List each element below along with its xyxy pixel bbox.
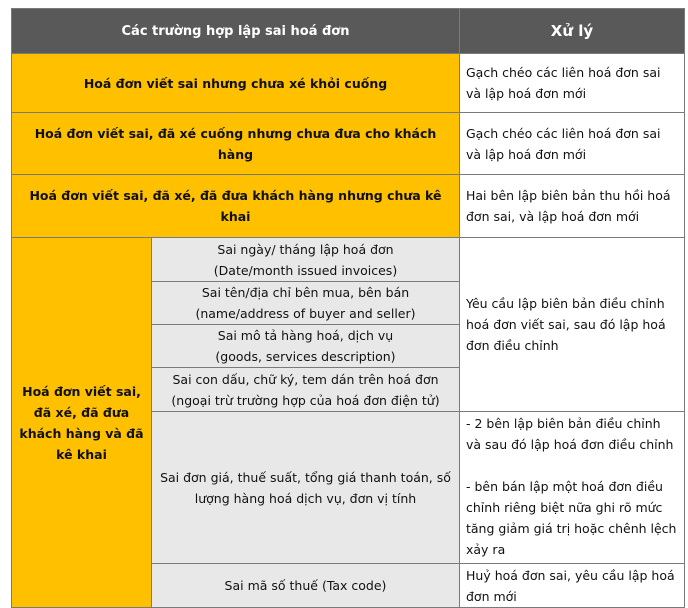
table-row <box>12 54 685 113</box>
sub-case-cell: Sai tên/địa chỉ bên mua, bên bán (name/address of buyer and seller) <box>152 282 460 325</box>
case-cell: Hoá đơn viết sai, đã xé, đã đưa khách hàng nhưng chưa kê khai <box>12 175 460 238</box>
case-cell: Hoá đơn viết sai nhưng chưa xé khỏi cuống <box>12 54 460 113</box>
handling-cell: Huỷ hoá đơn sai, yêu cầu lập hoá đơn mới <box>460 564 685 608</box>
sub-case-cell: Sai mô tả hàng hoá, dịch vụ (goods, services description) <box>152 325 460 368</box>
invoice-error-table <box>11 8 685 608</box>
group-case-cell: Hoá đơn viết sai, đã xé, đã đưa khách hàng và đã kê khai <box>12 238 152 608</box>
header-handling: Xử lý <box>460 9 685 54</box>
sub-case-cell: Sai đơn giá, thuế suất, tổng giá thanh toán, số lượng hàng hoá dịch vụ, đơn vị tính <box>152 412 460 564</box>
header-cases: Các trường hợp lập sai hoá đơn <box>12 9 460 54</box>
sub-case-cell: Sai con dấu, chữ ký, tem dán trên hoá đơn (ngoại trừ trường hợp của hoá đơn điện tử) <box>152 368 460 412</box>
case-cell: Hoá đơn viết sai, đã xé cuống nhưng chưa đưa cho khách hàng <box>12 113 460 175</box>
table-header-row <box>12 9 685 54</box>
handling-cell: Gạch chéo các liên hoá đơn sai và lập hoá đơn mới <box>460 54 685 113</box>
table-row <box>12 238 685 282</box>
sub-case-cell: Sai ngày/ tháng lập hoá đơn (Date/month issued invoices) <box>152 238 460 282</box>
table-row <box>12 113 685 175</box>
handling-cell: Gạch chéo các liên hoá đơn sai và lập hoá đơn mới <box>460 113 685 175</box>
table-row <box>12 175 685 238</box>
sub-case-cell: Sai mã số thuế (Tax code) <box>152 564 460 608</box>
handling-cell: Yêu cầu lập biên bản điều chỉnh hoá đơn viết sai, sau đó lập hoá đơn điều chỉnh <box>460 238 685 412</box>
handling-cell: Hai bên lập biên bản thu hồi hoá đơn sai, và lập hoá đơn mới <box>460 175 685 238</box>
handling-cell: - 2 bên lập biên bản điều chỉnh và sau đó lập hoá đơn điều chỉnh - bên bán lập một hoá đơn điều chỉnh riêng biệt nữa ghi rõ mức tăng giảm giá trị hoặc chênh lệch xảy ra <box>460 412 685 564</box>
